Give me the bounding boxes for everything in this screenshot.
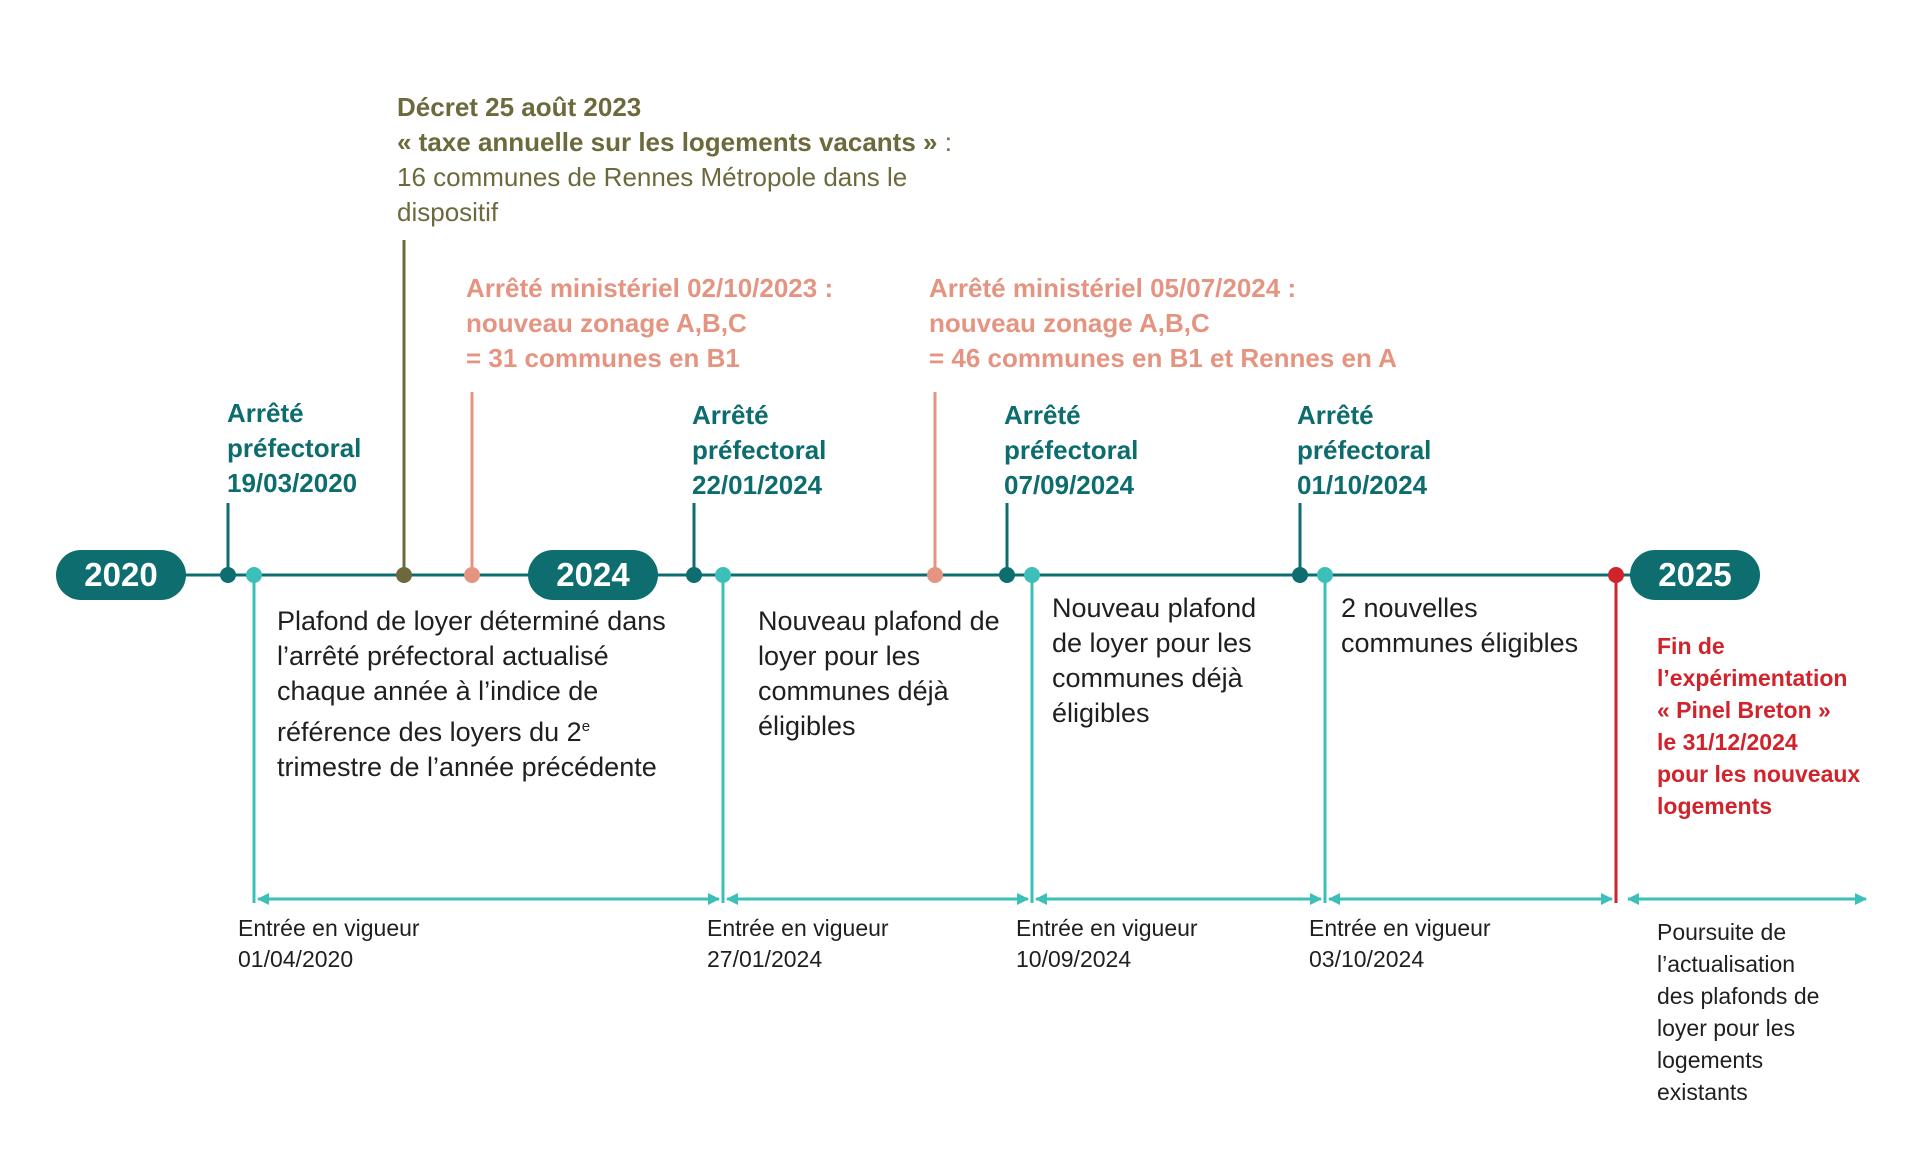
prefectoral-1-line-2: préfectoral [227,433,362,463]
prefectoral-label-1 [227,396,361,501]
effective-1-label: Entrée en vigueur [238,915,420,941]
year-pill-2020: 2020 [56,550,186,600]
description-1-line-3: chaque année à l’indice de [277,676,599,706]
end-experiment-line-4: le 31/12/2024 [1657,729,1798,755]
prefectoral-label-3 [1004,398,1138,503]
continuation-line-6: existants [1657,1079,1748,1105]
prefectoral-dot-1 [220,567,236,583]
prefectoral-dot-4 [1292,567,1308,583]
effective-date-1 [238,913,420,975]
ministerial-1-line-2: nouveau zonage A,B,C [466,308,747,338]
prefectoral-3-line-3: 07/09/2024 [1004,470,1135,500]
effective-4-date: 03/10/2024 [1309,946,1425,972]
end-experiment-line-5: pour les nouveaux [1657,761,1861,787]
effective-3-date: 10/09/2024 [1016,946,1132,972]
ministerial-label-2 [929,271,1397,376]
end-experiment-label [1657,630,1860,822]
effective-dot-2 [715,567,731,583]
end-experiment-line-3: « Pinel Breton » [1657,697,1831,723]
end-experiment-line-2: l’expérimentation [1657,665,1848,691]
prefectoral-2-line-2: préfectoral [692,435,827,465]
effective-4-label: Entrée en vigueur [1309,915,1491,941]
description-1-line-5: trimestre de l’année précédente [277,752,657,782]
decree-subtitle: « taxe annuelle sur les logements vacants » [397,127,938,157]
year-pill-2025: 2025 [1630,550,1760,600]
decree-label [397,90,952,230]
prefectoral-1-line-3: 19/03/2020 [227,468,358,498]
effective-1-date: 01/04/2020 [238,946,354,972]
prefectoral-label-4 [1297,398,1431,503]
ministerial-1-line-3: = 31 communes en B1 [466,343,740,373]
description-1-line-4 [277,709,666,750]
period-description-3 [1052,591,1256,731]
end-experiment-line-6: logements [1657,793,1773,819]
continuation-line-1: Poursuite de [1657,919,1787,945]
ministerial-dot-1 [464,567,480,583]
prefectoral-label-2 [692,398,826,503]
prefectoral-1-line-1: Arrêté [227,398,304,428]
prefectoral-4-line-1: Arrêté [1297,400,1374,430]
period-description-1 [277,604,666,785]
ministerial-1-line-1: Arrêté ministériel 02/10/2023 : [466,273,834,303]
effective-dot-1 [246,567,262,583]
decree-subtitle-line [397,125,952,160]
year-pill-2024: 2024 [528,550,658,600]
description-2-line-2: loyer pour les [758,641,921,671]
description-1-line-1: Plafond de loyer déterminé dans [277,606,666,636]
period-description-4 [1341,591,1578,661]
description-3-line-1: Nouveau plafond [1052,593,1257,623]
effective-date-3 [1016,913,1198,975]
description-4-line-1: 2 nouvelles [1341,593,1478,623]
ministerial-2-line-1: Arrêté ministériel 05/07/2024 : [929,273,1297,303]
ministerial-dot-2 [927,567,943,583]
prefectoral-4-line-3: 01/10/2024 [1297,470,1428,500]
continuation-line-5: logements [1657,1047,1764,1073]
continuation-line-4: loyer pour les [1657,1015,1796,1041]
prefectoral-3-line-2: préfectoral [1004,435,1139,465]
description-2-line-1: Nouveau plafond de [758,606,1000,636]
effective-2-date: 27/01/2024 [707,946,823,972]
effective-date-4 [1309,913,1491,975]
description-2-line-3: communes déjà [758,676,949,706]
effective-dot-4 [1317,567,1333,583]
period-description-2 [758,604,1000,744]
end-experiment-dot [1608,567,1624,583]
effective-2-label: Entrée en vigueur [707,915,889,941]
prefectoral-dot-3 [999,567,1015,583]
effective-date-2 [707,913,889,975]
description-3-line-3: communes déjà [1052,663,1243,693]
effective-dot-3 [1024,567,1040,583]
description-3-line-2: de loyer pour les [1052,628,1252,658]
decree-dot [396,567,412,583]
decree-title: Décret 25 août 2023 [397,92,642,122]
description-3-line-4: éligibles [1052,698,1150,728]
description-1-superscript: e [581,718,591,735]
prefectoral-4-line-2: préfectoral [1297,435,1432,465]
continuation-label [1657,916,1819,1108]
decree-subtitle-suffix: : [937,127,952,157]
description-4-line-2: communes éligibles [1341,628,1579,658]
decree-body-line-2: dispositif [397,197,499,227]
prefectoral-dot-2 [686,567,702,583]
continuation-line-2: l’actualisation [1657,951,1796,977]
description-1-line-4-text: référence des loyers du 2 [277,717,582,747]
description-2-line-4: éligibles [758,711,856,741]
ministerial-label-1 [466,271,833,376]
prefectoral-2-line-3: 22/01/2024 [692,470,823,500]
description-1-line-2: l’arrêté préfectoral actualisé [277,641,609,671]
end-experiment-line-1: Fin de [1657,633,1725,659]
prefectoral-3-line-1: Arrêté [1004,400,1081,430]
prefectoral-2-line-1: Arrêté [692,400,769,430]
ministerial-2-line-3: = 46 communes en B1 et Rennes en A [929,343,1397,373]
ministerial-2-line-2: nouveau zonage A,B,C [929,308,1210,338]
decree-body-line-1: 16 communes de Rennes Métropole dans le [397,162,908,192]
continuation-line-3: des plafonds de [1657,983,1820,1009]
effective-3-label: Entrée en vigueur [1016,915,1198,941]
